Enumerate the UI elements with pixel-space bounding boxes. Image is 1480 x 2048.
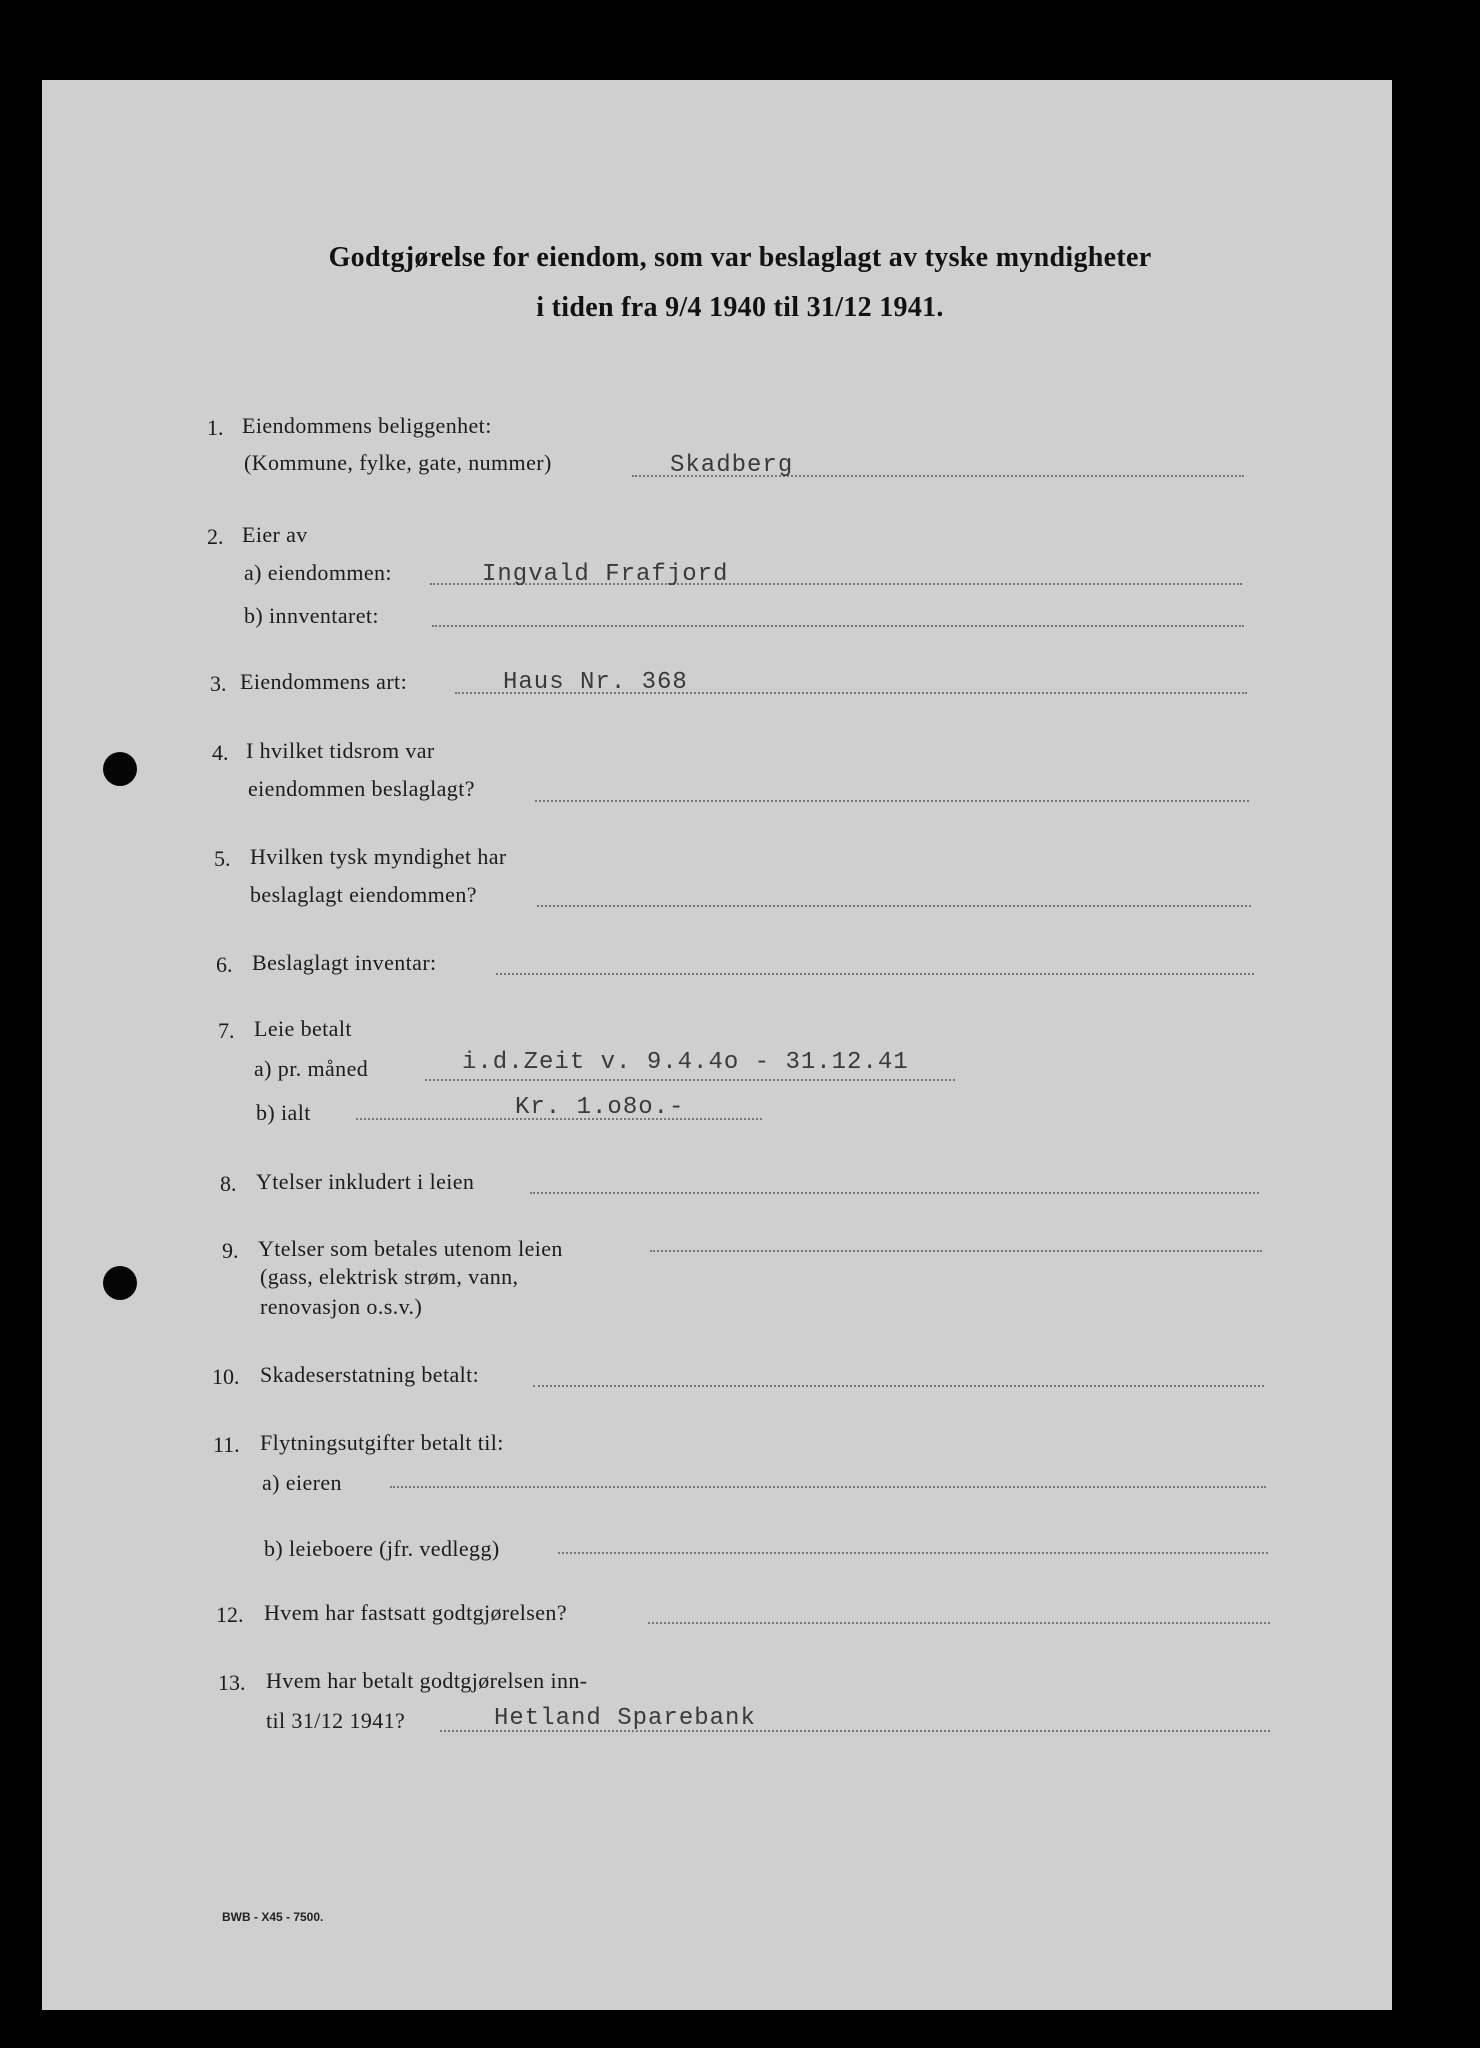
item-4-answer-line (535, 800, 1249, 802)
item-9-sublabel-2: renovasjon o.s.v.) (260, 1294, 423, 1319)
item-11b-answer-line (558, 1552, 1268, 1554)
item-13-label: Hvem har betalt godtgjørelsen inn- (266, 1668, 588, 1693)
item-7a-answer-line (425, 1079, 955, 1081)
item-1-label: Eiendommens beliggenhet: (242, 413, 492, 438)
item-5-sublabel: beslaglagt eiendommen? (250, 882, 477, 907)
item-9-label: Ytelser som betales utenom leien (258, 1236, 563, 1261)
item-11-label: Flytningsutgifter betalt til: (260, 1430, 504, 1455)
item-10-label: Skadeserstatning betalt: (260, 1362, 480, 1387)
item-7b-label: b) ialt (256, 1100, 311, 1125)
item-13-sublabel: til 31/12 1941? (266, 1708, 406, 1733)
item-5-number: 5. (214, 846, 231, 871)
item-9-number: 9. (222, 1238, 239, 1263)
item-11b-label: b) leieboere (jfr. vedlegg) (264, 1536, 500, 1561)
item-3-answer: Haus Nr. 368 (503, 669, 688, 696)
item-11-number: 11. (213, 1432, 240, 1457)
form-title-line-1: Godtgjørelse for eiendom, som var beslaglagt av tyske myndigheter (328, 242, 1152, 273)
item-3-label: Eiendommens art: (240, 669, 408, 694)
item-7-number: 7. (218, 1018, 235, 1043)
item-2a-answer: Ingvald Frafjord (482, 561, 729, 588)
item-2-number: 2. (207, 524, 224, 549)
item-12-answer-line (648, 1622, 1270, 1624)
item-11a-label: a) eieren (262, 1470, 342, 1495)
item-4-label: I hvilket tidsrom var (246, 738, 435, 763)
print-code: BWB - X45 - 7500. (222, 1910, 324, 1924)
item-1-number: 1. (207, 415, 224, 440)
item-5-label: Hvilken tysk myndighet har (250, 844, 507, 869)
item-13-answer: Hetland Sparebank (494, 1705, 756, 1732)
item-10-answer-line (533, 1385, 1264, 1387)
item-8-label: Ytelser inkludert i leien (256, 1169, 475, 1194)
item-1-answer: Skadberg (670, 452, 794, 479)
item-7b-answer: Kr. 1.o8o.- (515, 1094, 685, 1121)
item-6-answer-line (496, 973, 1254, 975)
item-1-sublabel: (Kommune, fylke, gate, nummer) (244, 450, 552, 475)
item-7a-label: a) pr. måned (254, 1056, 369, 1081)
item-8-answer-line (530, 1192, 1259, 1194)
item-6-number: 6. (216, 952, 233, 977)
item-3-number: 3. (210, 671, 227, 696)
form-title-line-2: i tiden fra 9/4 1940 til 31/12 1941. (536, 292, 944, 323)
item-12-label: Hvem har fastsatt godtgjørelsen? (264, 1600, 567, 1625)
item-4-number: 4. (212, 740, 229, 765)
item-2-label: Eier av (242, 522, 308, 547)
item-7a-answer: i.d.Zeit v. 9.4.4o - 31.12.41 (462, 1049, 909, 1076)
item-8-number: 8. (220, 1171, 237, 1196)
punch-hole-bottom (103, 1266, 137, 1300)
item-9-answer-line (650, 1250, 1262, 1252)
item-11a-answer-line (390, 1486, 1266, 1488)
item-2b-label: b) innventaret: (244, 603, 379, 628)
item-6-label: Beslaglagt inventar: (252, 950, 437, 975)
item-2b-answer-line (432, 625, 1244, 627)
item-9-sublabel-1: (gass, elektrisk strøm, vann, (260, 1264, 519, 1289)
item-5-answer-line (537, 905, 1251, 907)
item-13-number: 13. (218, 1670, 246, 1695)
item-4-sublabel: eiendommen beslaglagt? (248, 776, 475, 801)
item-2a-label: a) eiendommen: (244, 560, 392, 585)
item-12-number: 12. (216, 1602, 244, 1627)
punch-hole-top (103, 752, 137, 786)
item-10-number: 10. (212, 1364, 240, 1389)
item-7-label: Leie betalt (254, 1016, 352, 1041)
